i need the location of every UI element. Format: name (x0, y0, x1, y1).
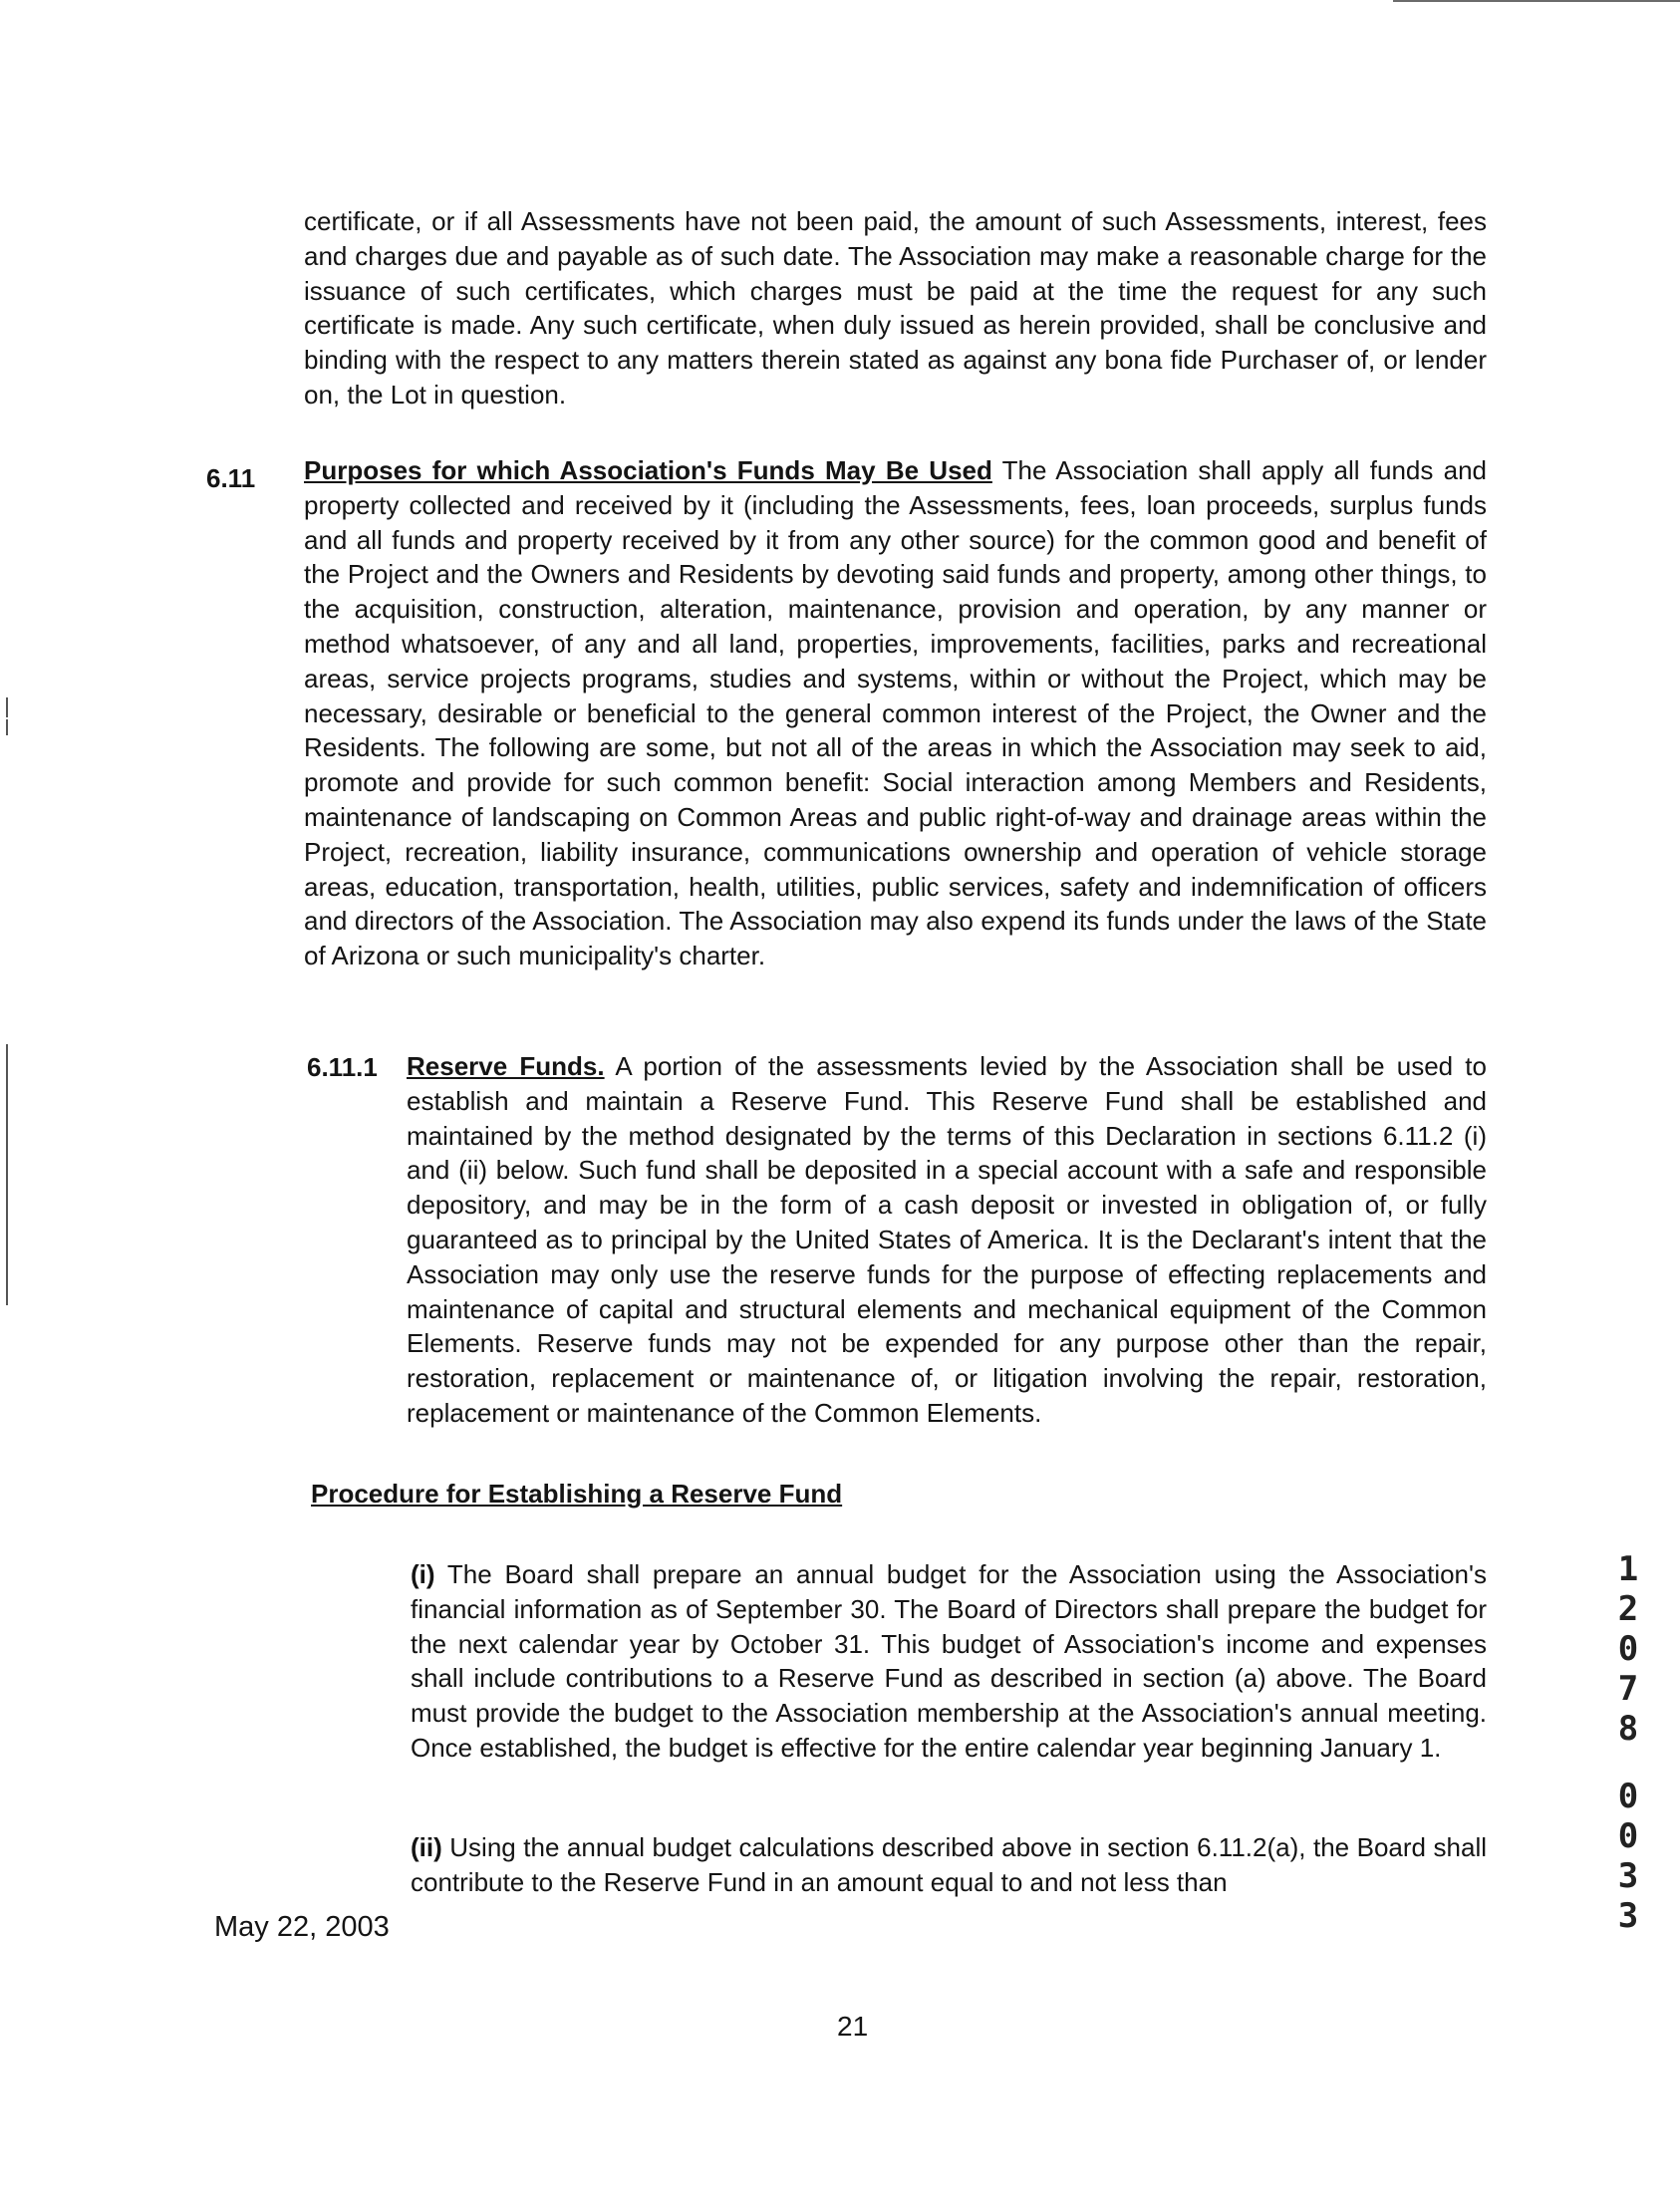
section-6-11-title: Purposes for which Association's Funds May Be Used (304, 455, 992, 485)
stamp-digit: 8 (1617, 1709, 1639, 1749)
recording-stamp (1610, 1549, 1646, 1936)
section-number-6-11: 6.11 (206, 463, 256, 493)
section-6-11-1-paragraph (407, 1049, 1487, 1431)
margin-revision-bar (6, 1044, 8, 1305)
section-6-11-paragraph (304, 453, 1487, 973)
section-number-6-11-1: 6.11.1 (307, 1052, 378, 1082)
stamp-digit: 0 (1617, 1629, 1639, 1669)
page-number: 21 (837, 2011, 869, 2042)
item-ii-paragraph (411, 1830, 1487, 1900)
stamp-digit: 0 (1617, 1816, 1639, 1856)
stamp-digit: 2 (1617, 1589, 1639, 1629)
item-ii-body: Using the annual budget calculations described above in section 6.11.2(a), the Board shall contribute to the Reserve Fund in an amount equal to and not less than (411, 1832, 1487, 1897)
item-i-paragraph (411, 1557, 1487, 1766)
scan-edge-line (1393, 0, 1680, 2)
procedure-heading: Procedure for Establishing a Reserve Fund (311, 1479, 843, 1509)
item-i-label: (i) (411, 1559, 435, 1589)
section-6-11-1-title: Reserve Funds. (407, 1051, 605, 1081)
stamp-gap (1610, 1749, 1646, 1777)
item-i-body: The Board shall prepare an annual budget for the Association using the Association's financial information as of September 30. The Board of Directors shall prepare the budget for the next calendar year by October 31. This budget of Association's income and expenses shall include contributions to a Reserve Fund as described in section (a) above. The Board must provide the budget to the Association membership at the Association's annual meeting. Once established, the budget is effective for the entire calendar year beginning January 1. (411, 1559, 1487, 1763)
stamp-digit: 3 (1617, 1856, 1639, 1896)
section-6-11-body: The Association shall apply all funds and property collected and received by it (including the Assessments, fees, loan proceeds, surplus funds and all funds and property received by it from any other source) for the common good and benefit of the Project and the Owners and Residents by devoting said funds and property, among other things, to the acquisition, construction, alteration, maintenance, provision and operation, by any manner or method whatsoever, of any and all land, properties, improvements, facilities, parks and recreational areas, service projects programs, studies and systems, within or without the Project, which may be necessary, desirable or beneficial to the general common interest of the Project, the Owner and the Residents. The following are some, but not all of the areas in which the Association may seek to aid, promote and provide for such common benefit: Social interaction among Members and Residents, maintenance of landscaping on Common Areas and public right-of-way and drainage areas within the Project, recreation, liability insurance, communications ownership and operation of vehicle storage areas, education, transportation, health, utilities, public services, safety and indemnification of officers and directors of the Association. The Association may also expend its funds under the laws of the State of Arizona or such municipality's charter. (304, 455, 1487, 971)
stamp-digit: 0 (1617, 1777, 1639, 1816)
margin-revision-bar (6, 697, 8, 717)
stamp-digit: 7 (1617, 1669, 1639, 1709)
stamp-digit: 3 (1617, 1896, 1639, 1936)
intro-paragraph: certificate, or if all Assessments have not been paid, the amount of such Assessments, interest, fees and charges due and payable as of such date. The Association may make a reasonable charge for the issuance of such certificates, which charges must be paid at the time the request for any such certificate is made. Any such certificate, when duly issued as herein provided, shall be conclusive and binding with the respect to any matters therein stated as against any bona fide Purchaser of, or lender on, the Lot in question. (304, 206, 1487, 410)
stamp-digit: 1 (1617, 1549, 1639, 1589)
footer-date: May 22, 2003 (214, 1911, 390, 1943)
section-6-11-1-body: A portion of the assessments levied by the Association shall be used to establish and maintain a Reserve Fund. This Reserve Fund shall be established and maintained by the method designated by the terms of this Declaration in sections 6.11.2 (i) and (ii) below. Such fund shall be deposited in a special account with a safe and responsible depository, and may be in the form of a cash deposit or invested in obligation of, or fully guaranteed as to principal by the United States of America. It is the Declarant's intent that the Association may only use the reserve funds for the purpose of effecting replacements and maintenance of capital and structural elements and mechanical equipment of the Common Elements. Reserve funds may not be expended for any purpose other than the repair, restoration, replacement or maintenance of, or litigation involving the repair, restoration, replacement or maintenance of the Common Elements. (407, 1051, 1487, 1428)
item-ii-label: (ii) (411, 1832, 442, 1862)
margin-revision-bar (6, 719, 8, 735)
